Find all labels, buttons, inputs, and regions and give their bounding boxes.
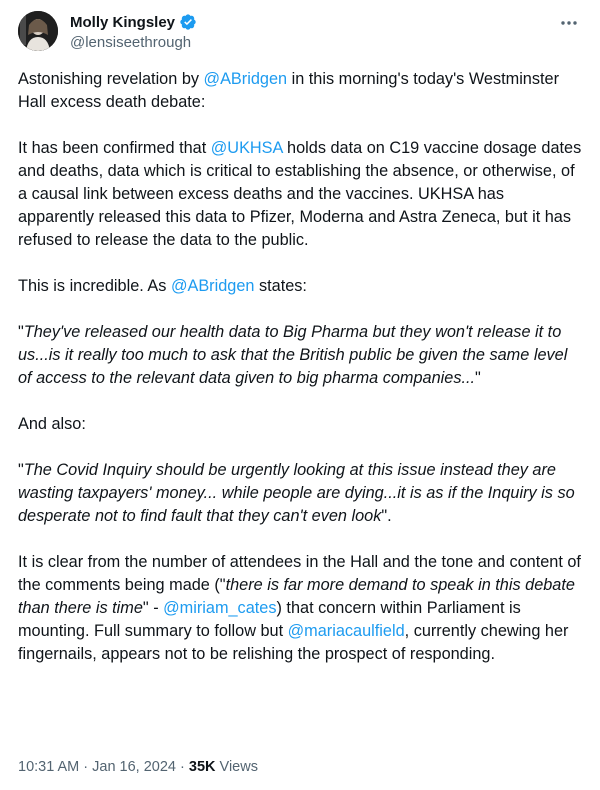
text: It has been confirmed that xyxy=(18,139,211,157)
text: This is incredible. As xyxy=(18,277,171,295)
avatar-image xyxy=(18,11,58,51)
quote-text: there is far more demand to speak in this debate than there is time xyxy=(18,576,575,617)
quote-text: The Covid Inquiry should be urgently looking at this issue instead they are wasting taxpayers' money... while people are dying...it is as if the Inquiry is so desperate not to find fault that they can't even look xyxy=(18,461,575,525)
meta-separator: · xyxy=(176,759,189,775)
paragraph-1 xyxy=(18,68,584,114)
quote-text: They've released our health data to Big Pharma but they won't release it to us...is it really too much to ask that the British public be given the same level of access to the relevant data given to big pharma companies... xyxy=(18,323,568,387)
views-label: Views xyxy=(215,759,258,775)
tweet-text xyxy=(18,68,584,689)
paragraph-2 xyxy=(18,137,584,252)
mention-link[interactable]: @ABridgen xyxy=(170,277,255,295)
text: " - xyxy=(142,599,164,617)
tweet-meta xyxy=(18,759,258,775)
timestamp[interactable]: 10:31 AM · Jan 16, 2024 xyxy=(18,759,176,775)
verified-badge-icon xyxy=(179,13,197,31)
views-count: 35K xyxy=(188,759,216,775)
quote-mark: " xyxy=(475,369,481,387)
text: And also: xyxy=(18,415,86,433)
mention-link[interactable]: @miriam_cates xyxy=(163,599,277,617)
quote-mark: ". xyxy=(381,507,392,525)
text: in this morning's today's Westminster Hall excess death debate: xyxy=(18,70,560,111)
text: It is clear from the number of attendees in the Hall and the tone and content of the comments being made (" xyxy=(18,553,581,594)
mention-link[interactable]: @UKHSA xyxy=(210,139,283,157)
author-name[interactable]: Molly Kingsley xyxy=(70,13,176,31)
quote-mark: " xyxy=(18,461,24,479)
paragraph-4-quote xyxy=(18,321,584,390)
text: , currently chewing her fingernails, appears not to be relishing the prospect of responding. xyxy=(18,622,569,663)
author-handle[interactable]: @lensiseethrough xyxy=(70,34,192,51)
paragraph-7 xyxy=(18,551,584,666)
text: states: xyxy=(254,277,307,295)
text: holds data on C19 vaccine dosage dates and deaths, data which is critical to establishing the absence, or otherwise, of a causal link between excess deaths and the vaccines. UKHSA has apparently released this data to Pfizer, Moderna and Astra Zeneca, but it has refused to release the data to the public. xyxy=(18,139,582,249)
mention-link[interactable]: @mariacaulfield xyxy=(287,622,405,640)
text: ) that concern within Parliament is mounting. Full summary to follow but xyxy=(18,599,521,640)
author-name-row xyxy=(70,13,197,31)
more-horizontal-icon[interactable] xyxy=(558,14,580,32)
paragraph-3 xyxy=(18,275,584,298)
mention-link[interactable]: @ABridgen xyxy=(203,70,288,88)
paragraph-5 xyxy=(18,413,584,436)
quote-mark: " xyxy=(18,323,24,341)
avatar[interactable] xyxy=(18,11,58,51)
paragraph-6-quote xyxy=(18,459,584,528)
text: Astonishing revelation by xyxy=(18,70,204,88)
